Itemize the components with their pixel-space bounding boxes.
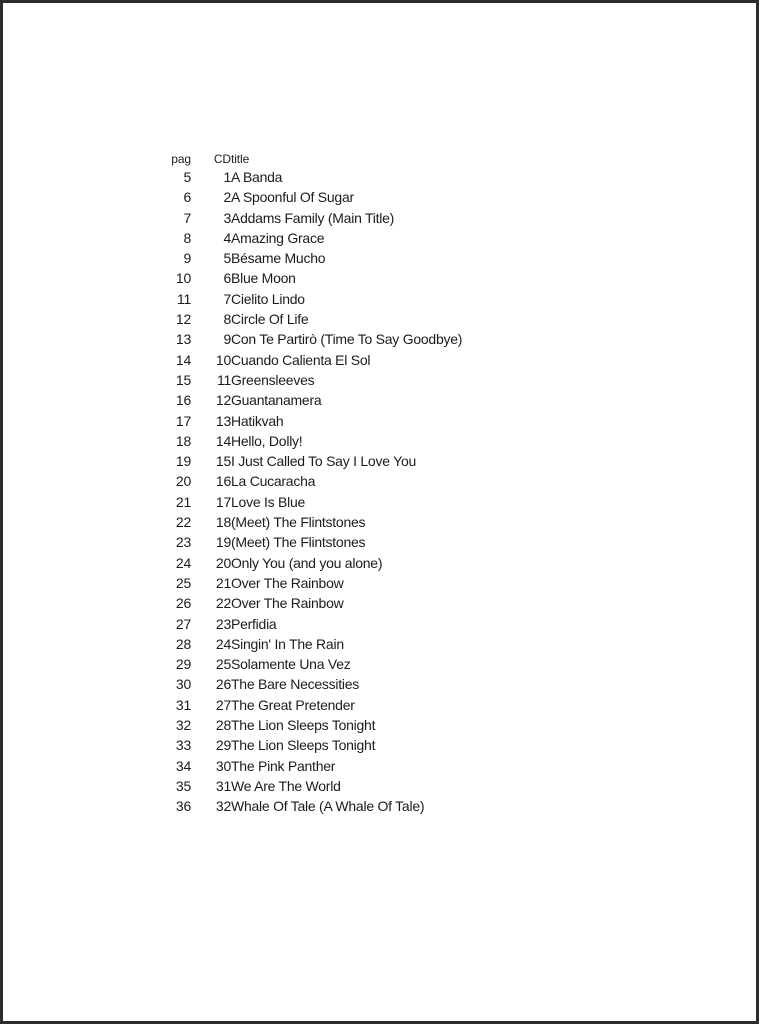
row-cd: 24 (215, 635, 231, 652)
row-pag: 27 (175, 615, 191, 632)
table-row (151, 593, 462, 613)
row-cd: 8 (223, 311, 231, 328)
row-title: Over The Rainbow (231, 595, 344, 612)
header-row (151, 152, 462, 167)
row-cd: 21 (215, 574, 231, 591)
row-title: (Meet) The Flintstones (231, 514, 366, 531)
row-title: Love Is Blue (231, 493, 306, 510)
row-cd: 3 (223, 209, 231, 226)
row-title: Addams Family (Main Title) (231, 209, 395, 226)
row-title: Con Te Partirò (Time To Say Goodbye) (231, 331, 463, 348)
row-cd: 4 (223, 229, 231, 246)
row-pag: 5 (183, 169, 191, 185)
row-title: The Great Pretender (231, 696, 355, 713)
row-title: Cuando Calienta El Sol (231, 351, 371, 368)
table-row (151, 390, 462, 410)
row-title: Blue Moon (231, 270, 296, 287)
row-cd: 29 (215, 737, 231, 754)
row-cd: 19 (215, 534, 231, 551)
table-row (151, 411, 462, 431)
table-row (151, 167, 462, 187)
row-cd: 10 (215, 351, 231, 368)
row-pag: 10 (175, 270, 191, 287)
row-title: Singin' In The Rain (231, 635, 344, 652)
row-pag: 33 (175, 737, 191, 754)
row-pag: 13 (175, 331, 191, 348)
row-title: The Lion Sleeps Tonight (231, 717, 376, 734)
row-cd: 26 (215, 676, 231, 693)
table-row (151, 735, 462, 755)
row-cd: 16 (215, 473, 231, 490)
row-pag: 35 (175, 777, 191, 794)
row-pag: 24 (175, 554, 191, 571)
row-pag: 15 (175, 371, 191, 388)
row-title: The Bare Necessities (231, 676, 360, 693)
row-pag: 26 (175, 595, 191, 612)
row-pag: 20 (175, 473, 191, 490)
table-row (151, 634, 462, 654)
table-row (151, 268, 462, 288)
row-pag: 8 (183, 229, 191, 246)
row-title: Over The Rainbow (231, 574, 344, 591)
table-row (151, 492, 462, 512)
row-pag: 28 (175, 635, 191, 652)
row-cd: 12 (215, 392, 231, 409)
row-title: I Just Called To Say I Love You (231, 453, 417, 470)
row-title: A Banda (231, 169, 283, 185)
row-cd: 6 (223, 270, 231, 287)
row-title: Only You (and you alone) (231, 554, 383, 571)
row-cd: 27 (215, 696, 231, 713)
row-pag: 30 (175, 676, 191, 693)
table-row (151, 654, 462, 674)
row-cd: 2 (223, 189, 231, 206)
row-cd: 18 (215, 514, 231, 531)
row-cd: 25 (215, 656, 231, 673)
table-row (151, 715, 462, 735)
table-row (151, 350, 462, 370)
row-title: The Lion Sleeps Tonight (231, 737, 376, 754)
row-cd: 15 (215, 453, 231, 470)
table-row (151, 451, 462, 471)
table-row (151, 208, 462, 228)
row-cd: 11 (216, 371, 231, 388)
table-row (151, 370, 462, 390)
table-row (151, 695, 462, 715)
row-cd: 13 (215, 412, 231, 429)
row-cd: 1 (223, 169, 231, 185)
row-cd: 22 (215, 595, 231, 612)
row-title: Whale Of Tale (A Whale Of Tale) (231, 798, 425, 815)
toc-header (151, 152, 462, 167)
row-pag: 21 (175, 493, 191, 510)
row-pag: 12 (175, 311, 191, 328)
row-cd: 9 (223, 331, 231, 348)
row-pag: 17 (175, 412, 191, 429)
row-pag: 9 (183, 250, 191, 267)
table-row (151, 532, 462, 552)
row-cd: 7 (223, 290, 231, 307)
row-cd: 14 (215, 432, 231, 449)
row-pag: 34 (175, 757, 191, 774)
row-title: A Spoonful Of Sugar (231, 189, 354, 206)
row-title: La Cucaracha (231, 473, 316, 490)
row-pag: 23 (175, 534, 191, 551)
row-pag: 18 (175, 432, 191, 449)
table-row (151, 512, 462, 532)
table-row (151, 573, 462, 593)
table-row (151, 248, 462, 268)
row-cd: 31 (215, 777, 231, 794)
table-row (151, 553, 462, 573)
row-pag: 11 (176, 290, 191, 307)
row-title: Solamente Una Vez (231, 656, 351, 673)
row-pag: 22 (175, 514, 191, 531)
row-pag: 16 (175, 392, 191, 409)
table-row (151, 431, 462, 451)
row-title: Hatikvah (231, 412, 284, 429)
row-cd: 32 (215, 798, 231, 815)
row-cd: 20 (215, 554, 231, 571)
row-pag: 19 (175, 453, 191, 470)
row-title: Guantanamera (231, 392, 322, 409)
row-pag: 6 (183, 189, 191, 206)
toc-rows (151, 167, 462, 817)
row-cd: 28 (215, 717, 231, 734)
table-row (151, 289, 462, 309)
row-title: Bésame Mucho (231, 250, 326, 267)
row-cd: 17 (215, 493, 231, 510)
row-pag: 7 (183, 209, 191, 226)
row-cd: 23 (215, 615, 231, 632)
row-title: We Are The World (231, 777, 341, 794)
row-pag: 32 (175, 717, 191, 734)
table-row (151, 309, 462, 329)
row-cd: 5 (223, 250, 231, 267)
row-title: Perfidia (231, 615, 277, 632)
table-row (151, 471, 462, 491)
table-row (151, 329, 462, 349)
table-row (151, 756, 462, 776)
col-header-title: title (231, 152, 250, 166)
row-title: Greensleeves (231, 371, 315, 388)
row-pag: 36 (175, 798, 191, 815)
table-row (151, 674, 462, 694)
table-row (151, 776, 462, 796)
toc-table (151, 152, 462, 817)
col-header-cd: CD (213, 152, 231, 166)
table-row (151, 796, 462, 816)
row-pag: 14 (175, 351, 191, 368)
row-title: The Pink Panther (231, 757, 336, 774)
table-row (151, 187, 462, 207)
col-header-pag: pag (171, 152, 191, 166)
row-title: Circle Of Life (231, 311, 309, 328)
row-title: (Meet) The Flintstones (231, 534, 366, 551)
row-title: Cielito Lindo (231, 290, 305, 307)
row-cd: 30 (215, 757, 231, 774)
table-row (151, 228, 462, 248)
row-pag: 31 (175, 696, 191, 713)
row-pag: 29 (175, 656, 191, 673)
row-pag: 25 (175, 574, 191, 591)
table-row (151, 614, 462, 634)
row-title: Hello, Dolly! (231, 432, 303, 449)
row-title: Amazing Grace (231, 229, 325, 246)
